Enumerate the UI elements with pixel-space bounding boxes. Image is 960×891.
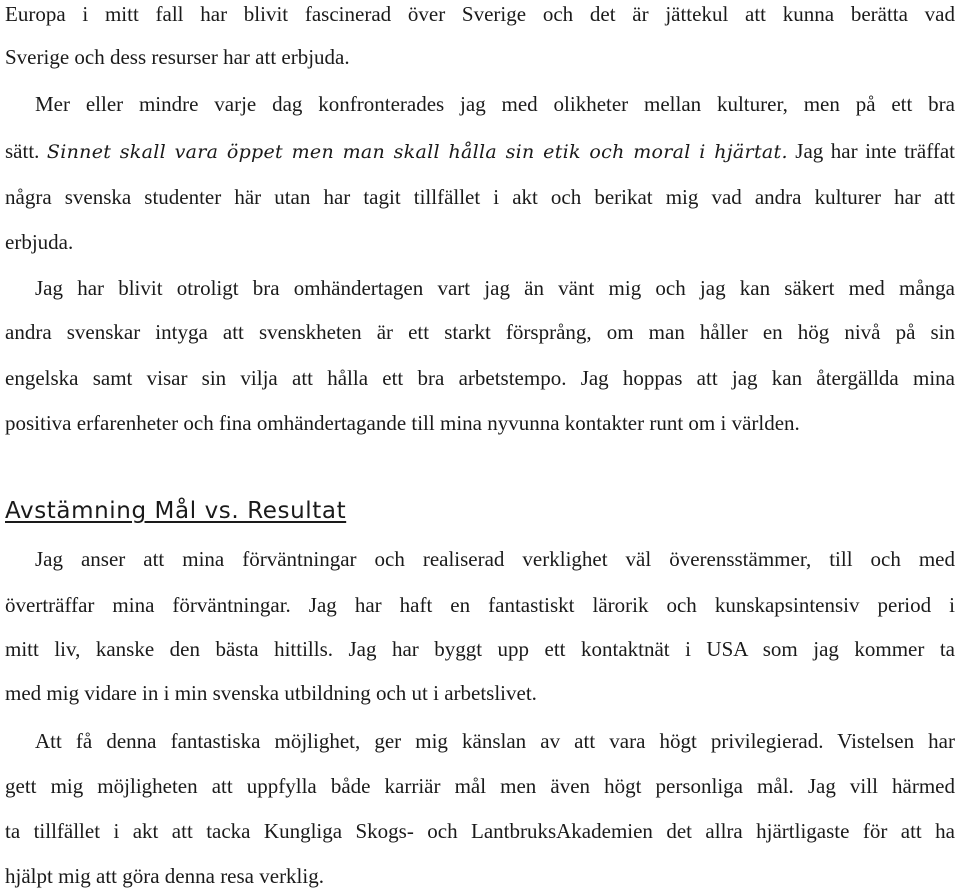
text-line: mitt liv, kanske den bästa hittills. Jag har byggt upp ett kontaktnät i USA som jag kommer ta	[5, 637, 955, 661]
text-line: positiva erfarenheter och fina omhändertagande till mina nyvunna kontakter runt om i världen.	[5, 411, 800, 435]
text-fragment: sätt.	[5, 139, 47, 163]
text-line: överträffar mina förväntningar. Jag har haft en fantastiskt lärorik och kunskapsintensiv period i	[5, 593, 955, 617]
text-line: gett mig möjligheten att uppfylla både karriär mål men även högt personliga mål. Jag vill härmed	[5, 774, 955, 798]
text-line: engelska samt visar sin vilja att hålla ett bra arbetstempo. Jag hoppas att jag kan återgällda mina	[5, 366, 955, 390]
text-line: några svenska studenter här utan har tagit tillfället i akt och berikat mig vad andra kulturer har att	[5, 185, 955, 209]
text-line	[5, 137, 955, 166]
text-line: Europa i mitt fall har blivit fascinerad över Sverige och det är jättekul att kunna berätta vad	[5, 2, 955, 26]
text-line: Jag anser att mina förväntningar och realiserad verklighet väl överensstämmer, till och med	[35, 547, 955, 571]
text-line: med mig vidare in i min svenska utbildning och ut i arbetslivet.	[5, 681, 537, 705]
text-line: Sverige och dess resurser har att erbjuda.	[5, 45, 350, 69]
text-line: hjälpt mig att göra denna resa verklig.	[5, 864, 324, 888]
text-line: Att få denna fantastiska möjlighet, ger mig känslan av att vara högt privilegierad. Vistelsen har	[35, 729, 955, 753]
text-line: ta tillfället i akt att tacka Kungliga Skogs- och LantbruksAkademien det allra hjärtligaste för att ha	[5, 819, 955, 843]
text-line: erbjuda.	[5, 230, 74, 254]
text-line: Mer eller mindre varje dag konfronterades jag med olikheter mellan kulturer, men på ett bra	[35, 92, 955, 116]
text-line: andra svenskar intyga att svenskheten är ett starkt försprång, om man håller en hög nivå på sin	[5, 320, 955, 344]
section-heading: Avstämning Mål vs. Resultat	[5, 498, 347, 524]
italic-quote: Sinnet skall vara öppet men man skall hålla sin etik och moral i hjärtat.	[46, 141, 788, 163]
text-line: Jag har blivit otroligt bra omhändertagen vart jag än vänt mig och jag kan säkert med många	[35, 276, 955, 300]
text-fragment: Jag har inte träffat	[787, 139, 955, 163]
